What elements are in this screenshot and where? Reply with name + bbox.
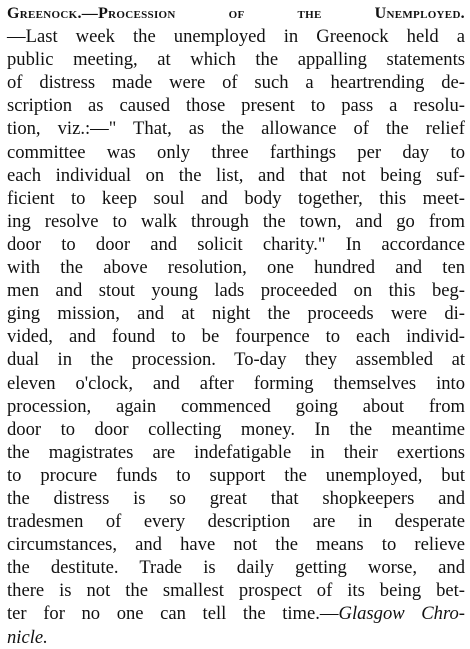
article-line: procession, again commenced going about from: [7, 395, 465, 417]
article-line: circumstances, and have not the means to relieve: [7, 534, 465, 556]
article-line: scription as caused those present to pass a resolu-: [7, 95, 465, 117]
article-line: door to door collecting money. In the meantime: [7, 418, 465, 440]
article-line: tion, viz.:—" That, as the allowance of the relief: [7, 118, 465, 140]
article-line: committee was only three farthings per day to: [7, 141, 465, 163]
article-line: eleven o'clock, and after forming themselves into: [7, 372, 465, 394]
article-line: —Last week the unemployed in Greenock held a: [7, 26, 465, 48]
article-line: each individual on the list, and that not being suf-: [7, 164, 465, 186]
article-line: vided, and found to be fourpence to each individ-: [7, 326, 465, 348]
article-line: ging mission, and at night the proceeds were di-: [7, 303, 465, 325]
source-attribution-end: nicle.: [7, 626, 48, 648]
article-final-line: [7, 602, 465, 625]
article-line: tradesmen of every description are in desperate: [7, 511, 465, 533]
article-line: with the above resolution, one hundred and ten: [7, 257, 465, 279]
final-line-text: ter for no one can tell the time.—: [7, 603, 339, 625]
newspaper-clipping: [7, 2, 465, 649]
article-line: ing resolve to walk through the town, and go from: [7, 210, 465, 232]
article-line: door to door and solicit charity." In accordance: [7, 233, 465, 255]
article-line: public meeting, at which the appalling statements: [7, 49, 465, 71]
article-source-continuation: [7, 626, 465, 649]
article-line: the destitute. Trade is daily getting worse, and: [7, 557, 465, 579]
article-line: there is not the smallest prospect of its being bet-: [7, 580, 465, 602]
article-heading: Greenock.—Procession of the Unemployed.: [7, 5, 465, 22]
article-line: the distress is so great that shopkeepers and: [7, 487, 465, 509]
article-line: men and stout young lads proceeded on this beg-: [7, 280, 465, 302]
article-line: dual in the procession. To-day they assembled at: [7, 349, 465, 371]
article-line: to procure funds to support the unemployed, but: [7, 464, 465, 486]
source-attribution: Glasgow Chro-: [338, 603, 465, 625]
article-line: the magistrates are indefatigable in their exertions: [7, 441, 465, 463]
article-line: ficient to keep soul and body together, this meet-: [7, 187, 465, 209]
article-line: of distress made were of such a heartrending de-: [7, 72, 465, 94]
